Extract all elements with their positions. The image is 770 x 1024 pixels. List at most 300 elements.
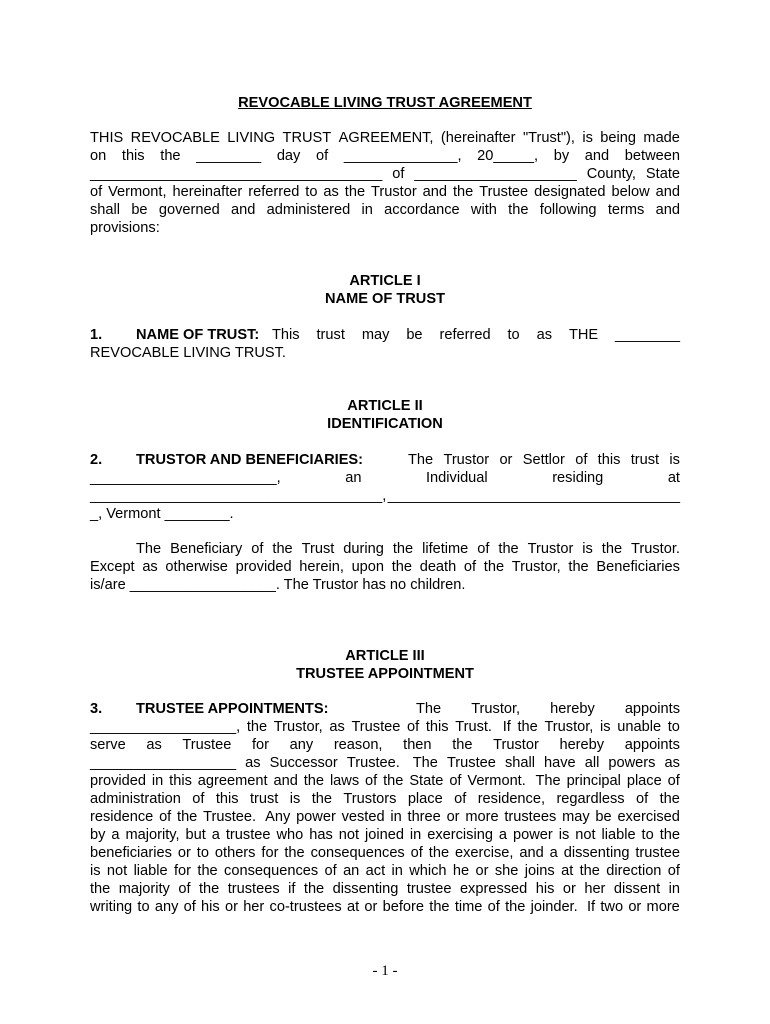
word: majority, (125, 827, 180, 843)
section-2-text (408, 451, 680, 469)
word: Trustee (446, 755, 496, 771)
word: in (361, 202, 373, 218)
word: the (303, 881, 325, 897)
word: the (90, 881, 111, 897)
word: an (343, 863, 360, 879)
word: the (429, 899, 450, 915)
word: shall (90, 202, 121, 218)
word: a (549, 845, 558, 861)
word: in (390, 809, 402, 825)
word: trustee (225, 827, 271, 843)
intro-paragraph (90, 129, 680, 237)
word: trustees (227, 881, 280, 897)
word: all (584, 755, 600, 771)
section-2-label: TRUSTOR AND BENEFICIARIES: (136, 452, 364, 468)
word: LIVING (227, 130, 276, 146)
word: an (345, 470, 362, 486)
section-3-text (416, 700, 680, 718)
word: which (409, 863, 447, 879)
word: __________________ (90, 755, 237, 771)
word: others (214, 845, 256, 861)
word: the (198, 881, 220, 897)
word: may (361, 327, 390, 343)
word: State (645, 166, 680, 182)
word: laws (329, 773, 360, 789)
section-3-line-12 (90, 898, 680, 916)
word: consequences (310, 845, 405, 861)
word: trust (316, 327, 345, 343)
word: his (535, 881, 555, 897)
word: The (408, 755, 438, 771)
word: as (536, 327, 553, 343)
intro-line-6: provisions: (90, 220, 160, 236)
word: the (197, 863, 218, 879)
word: otherwise (165, 559, 228, 575)
word: ____________________________________ (387, 488, 680, 504)
word: referred (439, 327, 491, 343)
section-3-paragraph (90, 700, 680, 916)
word: for (261, 845, 279, 861)
word: not (575, 827, 596, 843)
word: the (505, 899, 526, 915)
word: of (183, 899, 196, 915)
word: the (160, 148, 181, 164)
word: Beneficiaries (596, 559, 680, 575)
word: Vermont. (467, 773, 526, 789)
word: the (392, 541, 414, 557)
word: as (142, 559, 158, 575)
word: liable (601, 827, 636, 843)
word: expressed (459, 881, 528, 897)
word: of (477, 541, 490, 557)
word: the (568, 559, 589, 575)
word: _______________________, (90, 470, 281, 486)
word: Trustor, (273, 719, 323, 735)
word: this (215, 791, 239, 807)
word: of (324, 863, 337, 879)
word: __________________, (90, 719, 241, 735)
word: day (276, 148, 301, 164)
word: to (641, 827, 654, 843)
word: the (391, 559, 413, 575)
intro-line-4 (90, 183, 680, 201)
word: to (196, 845, 209, 861)
word: at (346, 899, 360, 915)
word: State (409, 773, 444, 789)
word: appoints (624, 737, 680, 753)
word: of (487, 899, 500, 915)
word: Trustee (182, 737, 232, 753)
word: as (329, 719, 345, 735)
word: as (664, 755, 680, 771)
word: residence (90, 809, 154, 825)
word: in (409, 827, 422, 843)
word: of (192, 791, 205, 807)
word: Settlor (522, 452, 565, 468)
word: The (416, 701, 442, 717)
word: who (276, 827, 304, 843)
word: and (584, 148, 610, 164)
word: 20_____, (477, 148, 539, 164)
word: be (595, 809, 612, 825)
word: Trustor, (544, 719, 594, 735)
word: consequences (224, 863, 319, 879)
word: her (584, 881, 606, 897)
word: at (667, 470, 680, 486)
word: a (498, 827, 508, 843)
word: administration (90, 791, 181, 807)
word: the (311, 791, 333, 807)
word: accordance (384, 202, 460, 218)
word: of (575, 452, 588, 468)
section-2-beneficiary-paragraph (90, 540, 680, 594)
section-3-line-9 (90, 844, 680, 862)
word: Successor (269, 755, 338, 771)
word: Beneficiary (170, 541, 243, 557)
word: and (655, 202, 680, 218)
intro-line-1 (90, 129, 680, 147)
word: agreement (197, 773, 268, 789)
word: The (531, 773, 561, 789)
word: and (273, 773, 298, 789)
word: or (628, 899, 642, 915)
word: "Trust"), (522, 130, 575, 146)
word: more (646, 899, 680, 915)
word: or (224, 899, 238, 915)
word: of (251, 541, 264, 557)
word: of (316, 148, 329, 164)
word: the (452, 737, 473, 753)
word: death (419, 559, 457, 575)
word: have (544, 755, 576, 771)
word: of (178, 881, 191, 897)
section-3-line-5 (90, 772, 680, 790)
word: not (106, 863, 128, 879)
word: a (111, 827, 120, 843)
word: of (159, 809, 172, 825)
word: If (582, 899, 596, 915)
word: Trustee (351, 719, 401, 735)
word: by (553, 148, 570, 164)
word: following (539, 202, 597, 218)
article-1-subheading: NAME OF TRUST (325, 291, 445, 307)
word: vested (341, 809, 385, 825)
word: Vermont, (108, 184, 167, 200)
word: the (579, 863, 600, 879)
word: REVOCABLE (130, 130, 220, 146)
word: made (643, 130, 680, 146)
word: place (407, 791, 443, 807)
section-2-line-4: _, Vermont ________. (90, 506, 234, 522)
word: to (667, 719, 680, 735)
section-3-line-4 (90, 754, 680, 772)
word: of (463, 559, 477, 575)
word: in (391, 863, 403, 879)
word: the (452, 184, 474, 200)
word: Trustor (443, 452, 490, 468)
word: or (562, 881, 576, 897)
word: this (425, 719, 449, 735)
word: lifetime (422, 541, 469, 557)
word: the (601, 541, 623, 557)
word: Trustor, (511, 559, 561, 575)
word: dissent (613, 881, 661, 897)
word: of (454, 791, 467, 807)
intro-line-2 (90, 147, 680, 165)
word: the (498, 541, 519, 557)
word: time (454, 899, 483, 915)
word: principal (566, 773, 621, 789)
word: between (624, 148, 680, 164)
word: majority (118, 881, 170, 897)
section-1-number: 1. (90, 327, 103, 343)
word: is (600, 719, 611, 735)
word: terms (607, 202, 645, 218)
word: dissenting (563, 845, 630, 861)
word: is (90, 863, 101, 879)
beneficiary-line-2 (90, 558, 680, 576)
word: the (383, 773, 404, 789)
section-3-line-6 (90, 790, 680, 808)
word: exercising (427, 827, 493, 843)
word: ________ (615, 327, 680, 343)
word: of (635, 791, 649, 807)
section-3-line-1 (90, 700, 680, 718)
word: County, (586, 166, 636, 182)
section-3-line-7 (90, 808, 680, 826)
section-2-line-1 (90, 451, 680, 469)
section-3-line-2 (90, 718, 680, 736)
word: the (517, 719, 538, 735)
section-2-line-2 (90, 469, 680, 487)
word: the (303, 773, 325, 789)
word: in (668, 881, 680, 897)
word: provided (235, 559, 292, 575)
word: (hereinafter (440, 130, 516, 146)
word: during (343, 541, 384, 557)
word: trust (630, 452, 660, 468)
word: place (626, 773, 662, 789)
word: is (669, 452, 680, 468)
section-2-number: 2. (90, 452, 103, 468)
word: and (231, 202, 256, 218)
article-3-subheading: TRUSTEE APPOINTMENT (296, 666, 474, 682)
article-1-heading: ARTICLE I (349, 273, 421, 289)
word: ____________________ (414, 166, 577, 182)
word: trustee (635, 845, 680, 861)
word: of (667, 863, 680, 879)
article-2-subheading: IDENTIFICATION (327, 416, 443, 432)
word: of (667, 773, 680, 789)
word: has (309, 827, 333, 843)
word: the (246, 719, 268, 735)
word: before (382, 899, 425, 915)
intro-line-3 (90, 165, 680, 183)
word: to (507, 327, 520, 343)
document-title: REVOCABLE LIVING TRUST AGREEMENT (238, 95, 532, 111)
word: joinder. (530, 899, 578, 915)
word: power (513, 827, 553, 843)
word: TRUST (282, 130, 332, 146)
intro-line-5 (90, 201, 680, 219)
word: ________ (196, 148, 262, 164)
word: her (243, 899, 265, 915)
word: as (245, 755, 261, 771)
word: residing (552, 470, 604, 486)
word: serve (90, 737, 126, 753)
word: direction (606, 863, 662, 879)
word: the (659, 791, 680, 807)
word: upon (351, 559, 385, 575)
word: powers (608, 755, 656, 771)
word: is (582, 541, 593, 557)
word: more (465, 809, 499, 825)
word: liable (133, 863, 168, 879)
word: of (410, 845, 423, 861)
word: exercise, (455, 845, 514, 861)
word: is (289, 791, 301, 807)
word: THE (568, 327, 599, 343)
word: or (475, 863, 489, 879)
word: designated (534, 184, 606, 200)
word: a (211, 827, 220, 843)
word: ____________________________________, (90, 488, 387, 504)
section-3-number: 3. (90, 701, 103, 717)
word: the (428, 845, 450, 861)
word: Any (261, 809, 291, 825)
word: reason, (333, 737, 383, 753)
word: his (201, 899, 220, 915)
word: any (289, 737, 314, 753)
word: Trustee. (346, 755, 400, 771)
word: provided (90, 773, 146, 789)
section-1-text (272, 326, 680, 344)
word: as (146, 737, 162, 753)
word: referred (248, 184, 300, 200)
word: the (177, 809, 198, 825)
section-1-line-2: REVOCABLE LIVING TRUST. (90, 345, 286, 361)
word: of (392, 166, 405, 182)
word: herein, (299, 559, 344, 575)
word: the (344, 184, 366, 200)
word: as (323, 184, 339, 200)
word: regardless (556, 791, 625, 807)
word: Trust (301, 541, 335, 557)
section-3-line-3 (90, 736, 680, 754)
word: Trustor, (471, 701, 521, 717)
word: joins (524, 863, 555, 879)
section-1-paragraph (90, 326, 680, 362)
word: on (90, 148, 107, 164)
word: dissenting (332, 881, 399, 897)
word: ______________, (343, 148, 462, 164)
word: act (365, 863, 386, 879)
word: two (600, 899, 624, 915)
word: Trust. (455, 719, 492, 735)
word: ____________________________________ (90, 166, 383, 182)
word: but (185, 827, 206, 843)
word: Trustor (527, 541, 574, 557)
word: the (483, 559, 505, 575)
word: the (272, 541, 293, 557)
word: of (90, 184, 103, 200)
word: This (272, 327, 300, 343)
section-1-label: NAME OF TRUST: (136, 327, 260, 343)
word: the (659, 827, 680, 843)
word: not (338, 827, 360, 843)
word: AGREEMENT, (338, 130, 434, 146)
word: or (177, 845, 191, 861)
word: The (136, 541, 162, 557)
word: power (296, 809, 336, 825)
word: Trustor. (631, 541, 680, 557)
word: writing (90, 899, 133, 915)
section-2-paragraph (90, 451, 680, 523)
word: THIS (90, 130, 124, 146)
word: being (600, 130, 636, 146)
word: is (582, 130, 593, 146)
word: If (498, 719, 511, 735)
word: Individual (426, 470, 488, 486)
word: of (407, 719, 420, 735)
word: three (407, 809, 441, 825)
section-3-line-8 (90, 826, 680, 844)
word: trust (249, 791, 279, 807)
word: by (90, 827, 106, 843)
word: administered (266, 202, 351, 218)
word: or (499, 452, 513, 468)
beneficiary-line-3: is/are __________________. The Trustor has no children. (90, 577, 466, 593)
word: at (561, 863, 574, 879)
section-1-line-1 (90, 326, 680, 344)
section-2-line-3 (90, 487, 680, 505)
word: exercised (617, 809, 680, 825)
word: Trustee (479, 184, 529, 200)
article-3-heading: ARTICLE III (345, 648, 425, 664)
word: unable (617, 719, 662, 735)
word: of (365, 773, 378, 789)
word: the (284, 845, 305, 861)
word: hereinafter (172, 184, 243, 200)
word: appoints (624, 701, 680, 717)
word: Trustor (371, 184, 417, 200)
word: beneficiaries (90, 845, 172, 861)
word: residence, (477, 791, 546, 807)
word: hereby (550, 701, 595, 717)
word: Except (90, 559, 135, 575)
word: for (174, 863, 192, 879)
section-3-line-10 (90, 862, 680, 880)
word: then (403, 737, 432, 753)
word: if (288, 881, 296, 897)
word: any (154, 899, 179, 915)
word: with (470, 202, 497, 218)
word: this (121, 148, 145, 164)
word: is (558, 827, 570, 843)
word: he (452, 863, 470, 879)
word: Trustors (343, 791, 397, 807)
beneficiary-line-1 (90, 540, 680, 558)
word: and (422, 184, 448, 200)
section-3-line-11 (90, 880, 680, 898)
word: to (305, 184, 318, 200)
word: Trustor (493, 737, 539, 753)
word: and (655, 184, 680, 200)
word: in (151, 773, 164, 789)
word: governed (158, 202, 220, 218)
section-3-label: TRUSTEE APPOINTMENTS: (136, 701, 329, 717)
word: or (446, 809, 460, 825)
